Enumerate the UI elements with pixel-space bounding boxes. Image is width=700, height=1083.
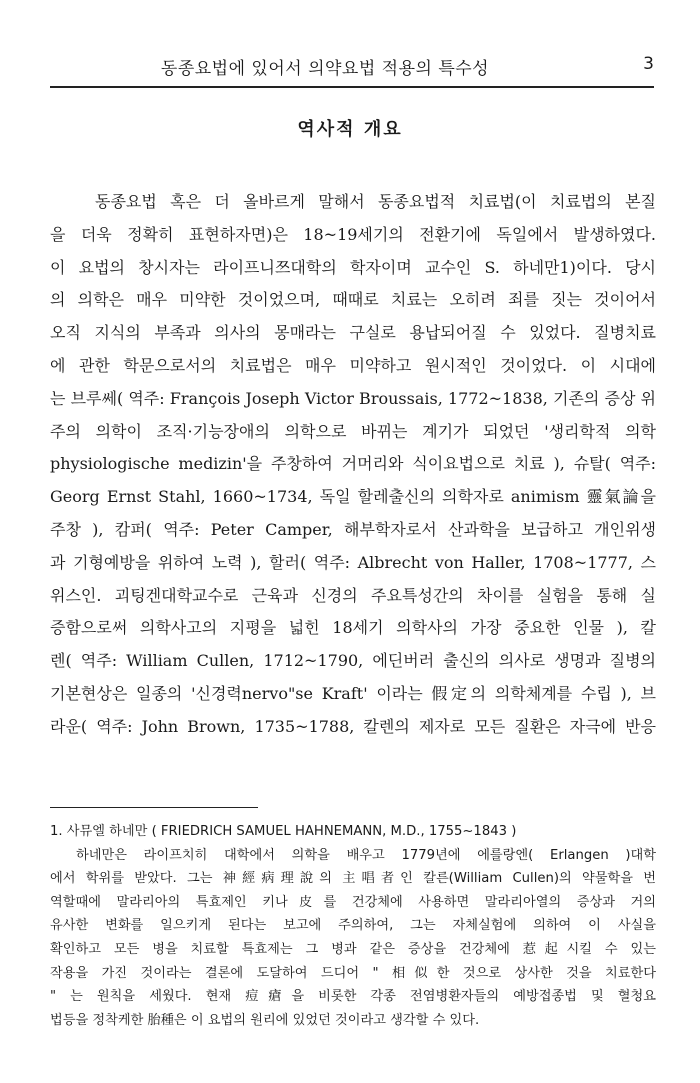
footnote-line: 작용을 가진 것이라는 결론에 도달하여 드디어 " 相似한 것으로 상사한 것을 치료한다 <box>50 965 656 981</box>
footnote-divider <box>50 807 258 808</box>
section-title: 역사적 개요 <box>297 119 403 140</box>
body-line: 는 브루쎄( 역주: François Joseph Victor Broussais, 1772~1838, 기존의 증상 위 <box>50 388 656 408</box>
body-line: physiologische medizin'을 주창하여 거머리와 식이요법으로 치료 ), 슈탈( 역주: <box>50 454 656 474</box>
footnote-heading: 1. 사뮤엘 하네만 ( FRIEDRICH SAMUEL HAHNEMANN, M.D., 1755~1843 ) <box>50 824 517 839</box>
body-line: 과 기형예방을 위하여 노력 ), 할러( 역주: Albrecht von Haller, 1708~1777, 스 <box>50 552 656 572</box>
running-header <box>50 50 654 90</box>
header-divider <box>50 86 654 88</box>
footnote-line: 하네만은 라이프치히 대학에서 의학을 배우고 1779년에 에를랑엔( Erlangen )대학 <box>76 847 656 863</box>
body-line: 이 요법의 창시자는 라이프니쯔대학의 학자이며 교수인 S. 하네만1)이다. 당시 <box>50 257 656 277</box>
body-line: Georg Ernst Stahl, 1660~1734, 독일 할레출신의 의학자로 animism 靈氣論을 <box>50 487 656 507</box>
footnote-line: 역할때에 말라리아의 특효제인 키나皮를 건강체에 사용하면 말라리아열의 증상과 거의 <box>50 894 656 910</box>
body-line: 라운( 역주: John Brown, 1735~1788, 칼렌의 제자로 모든 질환은 자극에 반응 <box>50 716 656 736</box>
footnote-line: " 는 원칙을 세웠다. 현재 痘瘡을 비롯한 각종 전염병환자들의 예방접종법 및 혈청요 <box>50 989 656 1005</box>
footnote-line: 법등을 정착케한 胎種은 이 요법의 원리에 있었던 것이라고 생각할 수 있다. <box>50 1012 480 1028</box>
footnote <box>50 820 656 1032</box>
body-paragraph <box>50 186 656 744</box>
body-line: 주의 의학이 조직·기능장애의 의학으로 바뀌는 계기가 되었던 '생리학적 의학 <box>50 421 656 441</box>
body-line: 을 더욱 정확히 표현하자면)은 18~19세기의 전환기에 독일에서 발생하였다. <box>50 224 656 244</box>
body-line: 기본현상은 일종의 '신경력nervo"se Kraft' 이라는 假定의 의학체계를 수립 ), 브 <box>50 683 656 703</box>
body-line: 오직 지식의 부족과 의사의 몽매라는 구실로 용납되어질 수 있었다. 질병치료 <box>50 323 656 343</box>
body-line: 에 관한 학문으로서의 치료법은 매우 미약하고 원시적인 것이었다. 이 시대에 <box>50 355 656 375</box>
footnote-line: 에서 학위를 받았다. 그는 神經病理說의 主唱者인 칼른(William Cullen)의 약물학을 번 <box>50 871 656 887</box>
body-line: 동종요법 혹은 더 올바르게 말해서 동종요법적 치료법(이 치료법의 본질 <box>95 192 656 211</box>
footnote-line: 유사한 변화를 일으키게 된다는 보고에 주의하여, 그는 자체실험에 의하여 이 사실을 <box>50 918 656 934</box>
footnote-line: 확인하고 모든 병을 치료할 특효제는 그 병과 같은 증상을 건강체에 惹起시킬 수 있는 <box>50 941 656 957</box>
body-line: 위스인. 괴팅겐대학교수로 근육과 신경의 주요특성간의 차이를 실험을 통해 실 <box>50 585 656 605</box>
page-number: 3 <box>643 54 654 74</box>
running-header-title: 동종요법에 있어서 의약요법 적용의 특수성 <box>160 59 490 79</box>
body-line: 증함으로써 의학사고의 지평을 넓힌 18세기 의학사의 가장 중요한 인물 ), 칼 <box>50 618 656 638</box>
body-line: 주창 ), 캄퍼( 역주: Peter Camper, 해부학자로서 산과학을 보급하고 개인위생 <box>50 519 656 539</box>
body-line: 의 의학은 매우 미약한 것이었으며, 때때로 치료는 오히려 죄를 짓는 것이어서 <box>50 290 656 310</box>
body-line: 렌( 역주: William Cullen, 1712~1790, 에딘버러 출신의 의사로 생명과 질병의 <box>50 651 656 671</box>
